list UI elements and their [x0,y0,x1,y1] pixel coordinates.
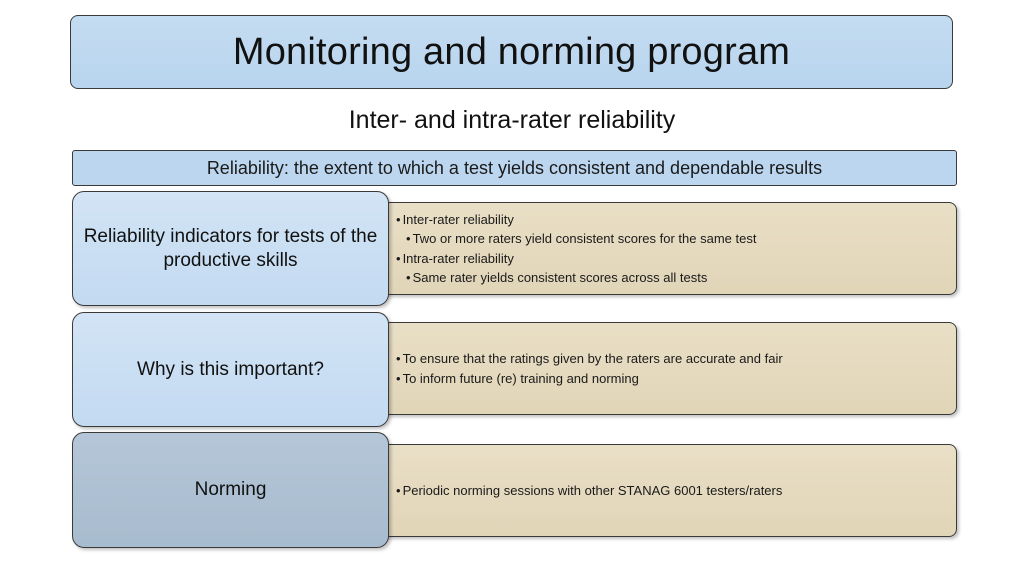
bullet-item: • Periodic norming sessions with other STANAG 6001 testers/raters [396,482,783,498]
subtitle: Inter- and intra-rater reliability [348,106,676,134]
row-label-why-important [72,312,389,427]
row-detail-norming [370,444,957,537]
page-title: Monitoring and norming program [232,30,791,73]
row-label-text: Norming [194,479,267,500]
bullet-item: • Same rater yields consistent scores across all tests [406,270,708,285]
row-label-reliability-indicators [72,191,389,306]
bullet-item: • Inter-rater reliability [396,211,514,227]
bullet-item: • Intra-rater reliability [396,250,514,266]
bullet-item: • To ensure that the ratings given by the raters are accurate and fair [396,351,783,366]
bullet-item: • To inform future (re) training and norming [396,370,639,386]
definition-text: Reliability: the extent to which a test yields consistent and dependable results [206,157,823,178]
row-label-text: Reliability indicators for tests of the productive skills [83,225,378,271]
row-detail-reliability-indicators [370,202,957,295]
row-label-norming [72,432,389,548]
title-box [70,15,953,89]
bullet-item: • Two or more raters yield consistent scores for the same test [406,231,757,246]
row-detail-why-important [370,322,957,415]
definition-box [72,150,957,186]
row-label-text: Why is this important? [137,358,324,380]
